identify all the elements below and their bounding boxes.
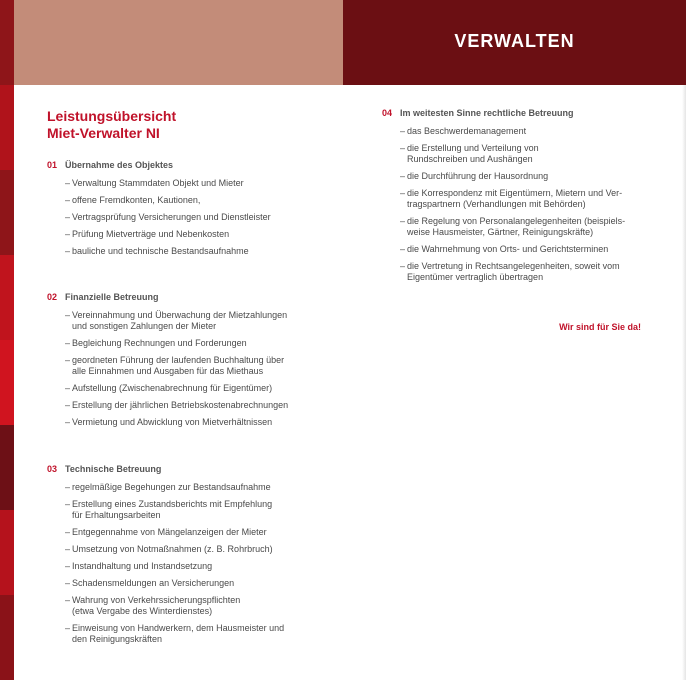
list-item: – die Wahrnehmung von Orts- und Gerichtsterminen <box>400 244 609 254</box>
list-item: – geordneten Führung der laufenden Buchhaltung über alle Einnahmen und Ausgaben für das Miethaus <box>65 355 285 376</box>
section-header <box>47 292 337 303</box>
document-title-line-1: Leistungsübersicht <box>47 108 177 124</box>
list-item: – das Beschwerdemanagement <box>400 126 527 136</box>
section-header <box>47 160 337 171</box>
list-item: – Einweisung von Handwerkern, dem Hausmeister und den Reinigungskräften <box>65 623 285 644</box>
section-header <box>47 464 337 475</box>
section-04 <box>382 108 652 289</box>
list-item: – Prüfung Mietverträge und Nebenkosten <box>65 229 230 239</box>
section-title: Übernahme des Objektes <box>65 160 174 170</box>
list-item: – die Vertretung in Rechtsangelegenheiten, soweit vom Eigentümer vertraglich übertragen <box>400 261 620 282</box>
list-item: – bauliche und technische Bestandsaufnahme <box>65 246 249 256</box>
section-number: 04 <box>382 108 393 118</box>
list-item: – Entgegennahme von Mängelanzeigen der Mieter <box>65 527 267 537</box>
section-03 <box>47 464 337 651</box>
section-title: Im weitesten Sinne rechtliche Betreuung <box>400 108 574 118</box>
header-left-panel <box>14 0 343 85</box>
section-item-list <box>382 126 652 283</box>
document-title <box>47 108 176 142</box>
list-item: – Begleichung Rechnungen und Forderungen <box>65 338 247 348</box>
page-right-edge <box>682 85 686 680</box>
section-item-list <box>47 482 337 645</box>
list-item: – Schadensmeldungen an Versicherungen <box>65 578 235 588</box>
list-item: – Wahrung von Verkehrssicherungspflichten (etwa Vergabe des Winterdienstes) <box>65 595 241 616</box>
list-item: – Vertragsprüfung Versicherungen und Dienstleister <box>65 212 271 222</box>
list-item: – Aufstellung (Zwischenabrechnung für Eigentümer) <box>65 383 273 393</box>
section-number: 03 <box>47 464 58 474</box>
document-title-line-2: Miet-Verwalter NI <box>47 125 160 141</box>
list-item: – Instandhaltung und Instandsetzung <box>65 561 213 571</box>
list-item: – die Korrespondenz mit Eigentümern, Mietern und Ver- tragspartnern (Verhandlungen mit Behörden) <box>400 188 623 209</box>
section-number: 01 <box>47 160 58 170</box>
header-title: VERWALTEN <box>454 31 575 51</box>
list-item: – die Regelung von Personalangelegenheiten (beispiels- weise Hausmeister, Gärtner, Reinigungskräfte) <box>400 216 626 237</box>
list-item: – die Erstellung und Verteilung von Rundschreiben und Aushängen <box>400 143 539 164</box>
section-02 <box>47 292 337 434</box>
list-item: – Vermietung und Abwicklung von Mietverhältnissen <box>65 417 273 427</box>
list-item: – Verwaltung Stammdaten Objekt und Mieter <box>65 178 244 188</box>
list-item: – Vereinnahmung und Überwachung der Mietzahlungen und sonstigen Zahlungen der Mieter <box>65 310 288 331</box>
section-item-list <box>47 310 337 428</box>
list-item: – Erstellung der jährlichen Betriebskostenabrechnungen <box>65 400 289 410</box>
section-number: 02 <box>47 292 58 302</box>
left-edge-strip <box>0 0 14 680</box>
list-item: – offene Fremdkonten, Kautionen, <box>65 195 201 205</box>
section-item-list <box>47 178 337 257</box>
list-item: – die Durchführung der Hausordnung <box>400 171 549 181</box>
section-title: Finanzielle Betreuung <box>65 292 159 302</box>
section-title: Technische Betreuung <box>65 464 162 474</box>
footer-note: Wir sind für Sie da! <box>559 322 641 332</box>
list-item: – Umsetzung von Notmaßnahmen (z. B. Rohrbruch) <box>65 544 273 554</box>
section-01 <box>47 160 337 263</box>
section-header <box>382 108 652 119</box>
list-item: – regelmäßige Begehungen zur Bestandsaufnahme <box>65 482 271 492</box>
list-item: – Erstellung eines Zustandsberichts mit Empfehlung für Erhaltungsarbeiten <box>65 499 273 520</box>
